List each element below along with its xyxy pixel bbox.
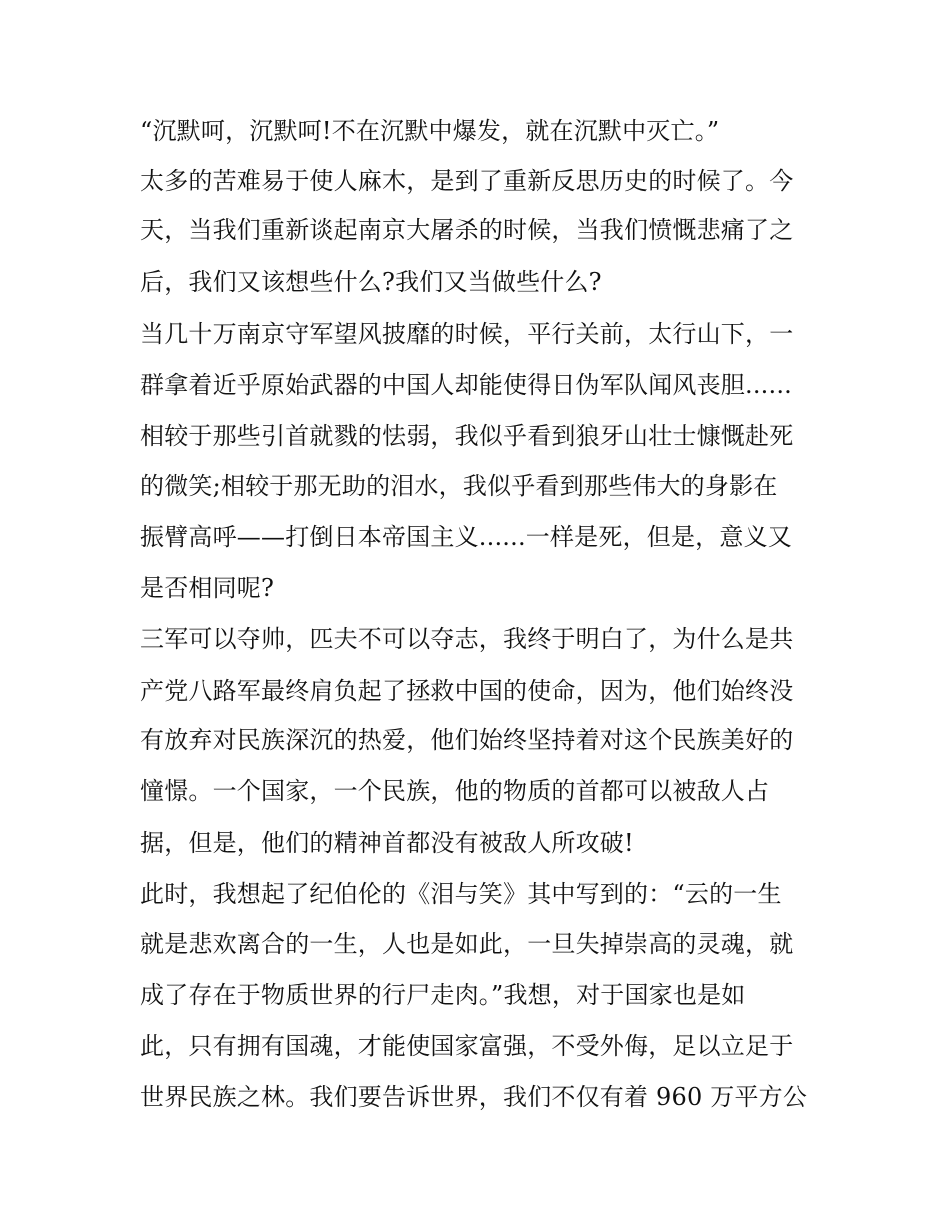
text-line: 当几十万南京守军望风披靡的时候，平行关前，太行山下，一: [140, 320, 794, 348]
text-line: 此时，我想起了纪伯伦的《泪与笑》其中写到的：“云的一生: [140, 880, 782, 908]
text-line: 据，但是，他们的精神首都没有被敌人所攻破!: [140, 829, 634, 857]
text-line: 世界民族之林。我们要告诉世界，我们不仅有着 960 万平方公: [140, 1083, 808, 1111]
text-line: 就是悲欢离合的一生，人也是如此，一旦失掉崇高的灵魂，就: [140, 930, 794, 958]
text-line: 太多的苦难易于使人麻木，是到了重新反思历史的时候了。今: [140, 167, 794, 195]
text-line: 产党八路军最终肩负起了拯救中国的使命，因为，他们始终没: [140, 677, 794, 705]
text-line: 后，我们又该想些什么?我们又当做些什么?: [140, 268, 602, 296]
text-line: 振臂高呼——打倒日本帝国主义......一样是死，但是，意义又: [140, 523, 792, 551]
text-line: 三军可以夺帅，匹夫不可以夺志，我终于明白了，为什么是共: [140, 625, 794, 653]
text-line: “沉默呵，沉默呵!不在沉默中爆发，就在沉默中灭亡。”: [140, 117, 720, 145]
text-line: 是否相同呢?: [140, 574, 275, 602]
text-line: 有放弃对民族深沉的热爱，他们始终坚持着对这个民族美好的: [140, 726, 794, 754]
text-line: 憧憬。一个国家，一个民族，他的物质的首都可以被敌人占: [140, 777, 770, 805]
text-line: 的微笑;相较于那无助的泪水，我似乎看到那些伟大的身影在: [140, 472, 778, 500]
text-line: 相较于那些引首就戮的怯弱，我似乎看到狼牙山壮士慷慨赴死: [140, 422, 794, 450]
text-line: 群拿着近乎原始武器的中国人却能使得日伪军队闻风丧胆......: [140, 371, 792, 399]
text-line: 此，只有拥有国魂，才能使国家富强，不受外侮，足以立足于: [140, 1032, 794, 1060]
text-line: 天，当我们重新谈起南京大屠杀的时候，当我们愤慨悲痛了之: [140, 216, 794, 244]
text-line: 成了存在于物质世界的行尸走肉。”我想，对于国家也是如: [140, 981, 746, 1009]
